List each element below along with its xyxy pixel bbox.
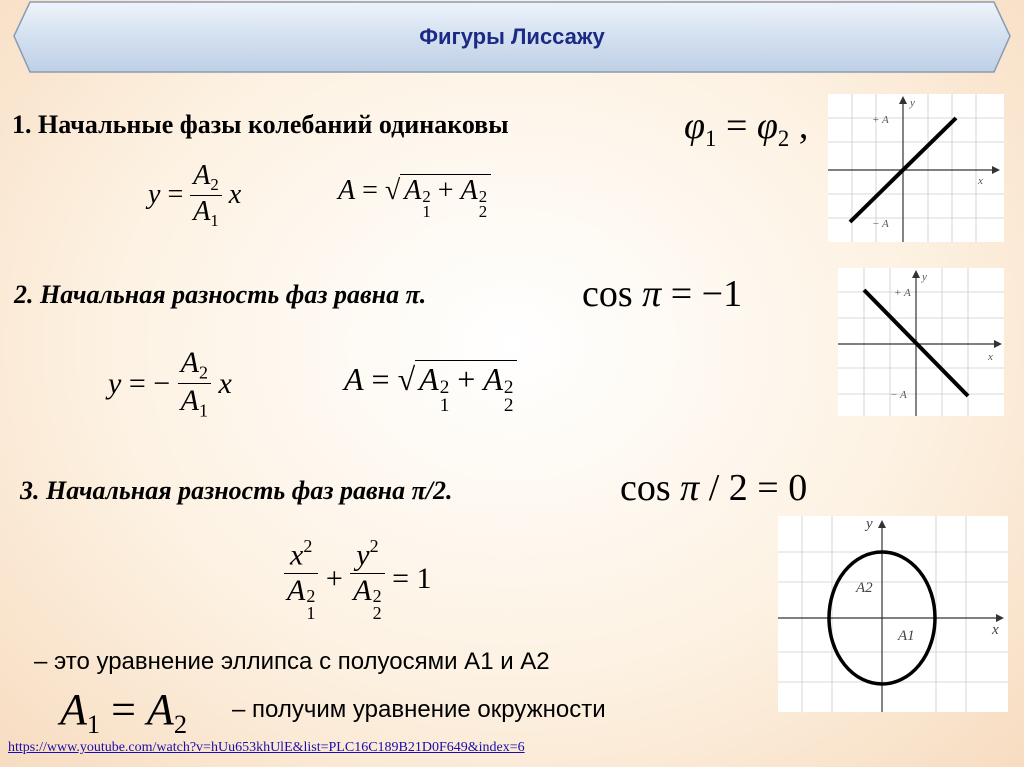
graph2-bottom-label: − A — [890, 389, 907, 401]
page-title: Фигуры Лиссажу — [419, 24, 605, 49]
section1-y-equation: y = $\frac{A_2}{A_1}$ x — [148, 160, 242, 230]
circle-description: – получим уравнение окружности — [232, 696, 606, 723]
graph3-y-label: y — [866, 516, 873, 532]
ellipse-description: – это уравнение эллипса с полуосями A1 и A2 — [34, 648, 550, 675]
graph-in-phase — [828, 94, 1004, 242]
section2-cos-equation: cos π = −1 — [582, 273, 743, 315]
graph1-x-label: x — [978, 175, 983, 187]
youtube-link[interactable]: https://www.youtube.com/watch?v=hUu653khUlE&list=PLC16C189B21D0F649&index=6 — [8, 740, 525, 755]
graph1-bottom-label: − A — [872, 218, 889, 230]
graph2-top-label: + A — [894, 287, 911, 299]
graph2-y-label: y — [922, 271, 927, 283]
graph1-top-label: + A — [872, 114, 889, 126]
section2-y-equation: y = − $\frac{A_2}{A_1}$ x — [108, 346, 232, 421]
section1-heading: 1. Начальные фазы колебаний одинаковы — [12, 110, 509, 139]
graph3-x-label: x — [992, 622, 999, 638]
graph3-a2-label: A2 — [856, 580, 873, 596]
graph-antiphase — [838, 268, 1004, 416]
title-banner — [0, 0, 1024, 76]
graph2-x-label: x — [988, 351, 993, 363]
graph-quadrature — [778, 516, 1008, 712]
section2-amplitude-equation: A = √ A 2 1 + A 2 2 — [344, 360, 517, 415]
section2-heading: 2. Начальная разность фаз равна π. — [14, 280, 427, 309]
section3-equal-amplitudes: $A_1 = A_2$ — [60, 685, 188, 740]
section3-ellipse-equation: $x^2$ A 2 1 + $y^2$ A 2 2 = 1 — [284, 536, 432, 622]
section3-cos-equation: cos π / 2 = 0 — [620, 467, 808, 509]
graph3-a1-label: A1 — [898, 628, 915, 644]
section3-heading: 3. Начальная разность фаз равна π/2. — [20, 476, 453, 505]
section1-phase-equation: $\varphi_1 = \varphi_2$ , — [684, 105, 809, 151]
section1-amplitude-equation: A = √ A 2 1 + A 2 2 — [338, 174, 491, 220]
graph1-y-label: y — [910, 97, 915, 109]
